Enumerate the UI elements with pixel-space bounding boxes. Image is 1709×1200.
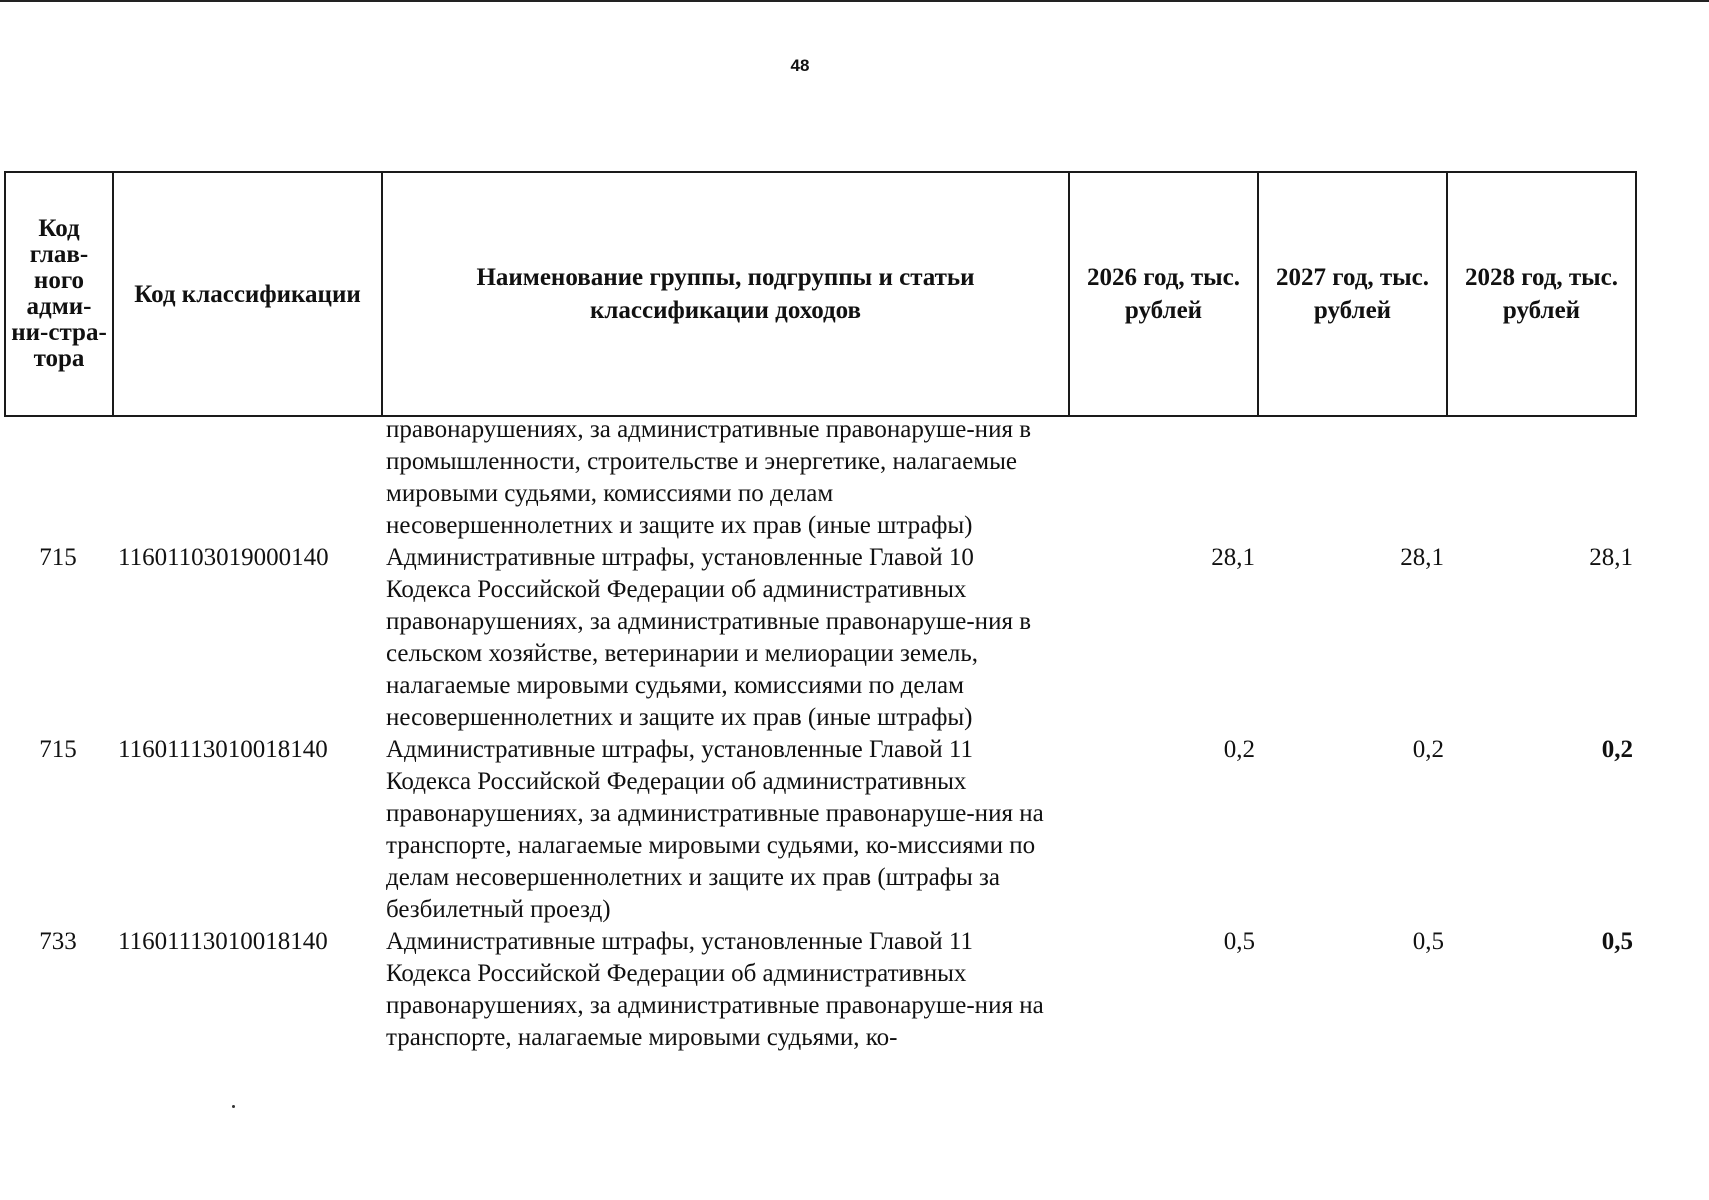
header-admin-code: Код глав-ного адми-ни-стра-тора [5,172,113,416]
value-2027-cell: 28,1 [1400,544,1444,571]
classification-code-cell: 11601113010018140 [118,928,328,955]
header-class-code: Код классификации [113,172,382,416]
value-2028-cell: 0,5 [1601,928,1633,955]
admin-code-cell: 715 [39,736,77,763]
name-cell: Административные штрафы, установленные Главой 10 Кодекса Российской Федерации об административных правонарушениях, за административные правонаруше-ния в сельском хозяйстве, ветеринарии и мелиорации земель, налагаемые мировыми судьями, комиссиями по делам несовершеннолетних и защите их прав (иные штрафы) [386,544,1031,731]
header-2027: 2027 год, тыс. рублей [1258,172,1447,416]
scan-speck [232,1105,235,1108]
header-name: Наименование группы, подгруппы и статьи классификации доходов [382,172,1069,416]
value-2026-cell: 0,5 [1223,928,1255,955]
admin-code-cell: 715 [39,544,77,571]
value-2028-cell: 28,1 [1589,544,1633,571]
value-2028-cell: 0,2 [1601,736,1633,763]
continuation-text: правонарушениях, за административные правонаруше-ния в промышленности, строительстве и энергетике, налагаемые мировыми судьями, комиссиями по делам несовершеннолетних и защите их прав (иные штрафы) [386,416,1031,539]
value-2026-cell: 28,1 [1211,544,1255,571]
header-2026: 2026 год, тыс. рублей [1069,172,1258,416]
top-border-line [0,0,1709,2]
table-row [4,734,1635,926]
header-row [5,172,1636,416]
classification-code-cell: 11601103019000140 [118,544,329,571]
table-body [0,414,1709,1054]
classification-code-cell: 11601113010018140 [118,736,328,763]
name-cell: Административные штрафы, установленные Главой 11 Кодекса Российской Федерации об административных правонарушениях, за административные правонаруше-ния на транспорте, налагаемые мировыми судьями, ко- [386,928,1044,1051]
header-2028: 2028 год, тыс. рублей [1447,172,1636,416]
page-number: 48 [790,56,810,75]
continuation-row [4,414,1635,542]
table-header [4,171,1637,417]
value-2027-cell: 0,2 [1412,736,1444,763]
table-row [4,926,1635,1054]
value-2027-cell: 0,5 [1412,928,1444,955]
table-row [4,542,1635,734]
value-2026-cell: 0,2 [1223,736,1255,763]
admin-code-cell: 733 [39,928,77,955]
name-cell: Административные штрафы, установленные Главой 11 Кодекса Российской Федерации об административных правонарушениях, за административные правонаруше-ния на транспорте, налагаемые мировыми судьями, ко-миссиями по делам несовершеннолетних и защите их прав (штрафы за безбилетный проезд) [386,736,1044,923]
